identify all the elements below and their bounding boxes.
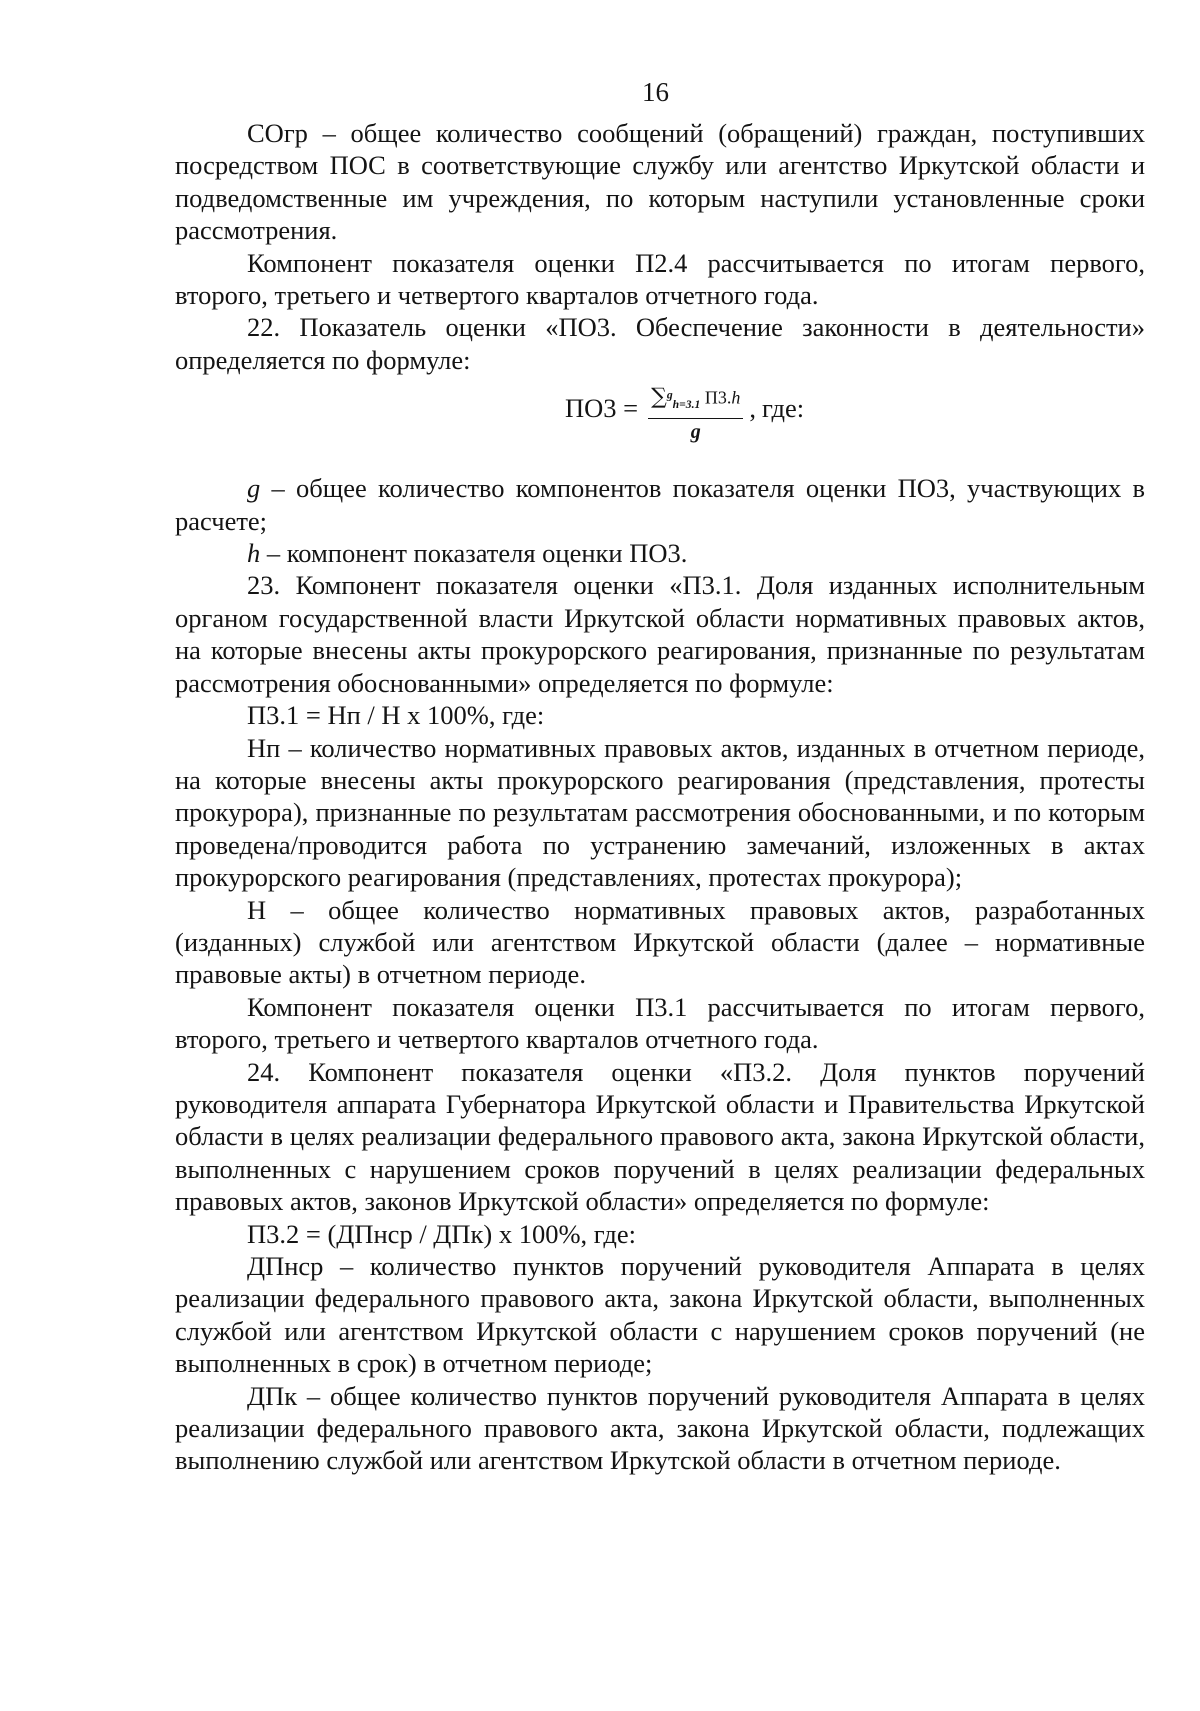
formula-po3 [565, 378, 805, 443]
paragraph-22: 22. Показатель оценки «ПО3. Обеспечение законности в деятельности» определяется по формуле: [175, 312, 1145, 375]
variable-g: g [247, 473, 261, 504]
paragraph-p24-calculation: Компонент показателя оценки П2.4 рассчитывается по итогам первого, второго, третьего и четвертого кварталов отчетного года. [175, 247, 1145, 311]
formula-po3-comma: , [749, 393, 756, 424]
formula-po3-lhs: ПО3 = [565, 393, 639, 424]
formula-p31: П3.1 = Нп / Н х 100%, где: [247, 700, 545, 731]
paragraph-p31-calculation: Компонент показателя оценки П3.1 рассчитывается по итогам первого, второго, третьего и четвертого кварталов отчетного года. [175, 991, 1145, 1055]
paragraph-dpnsr-definition: ДПнср – количество пунктов поручений руководителя Аппарата в целях реализации федерального правового акта, закона Иркутской области, выполненных службой или агентством Иркутской области с нарушением сроков поручений (не выполненных в срок) в отчетном периоде; [175, 1251, 1145, 1379]
variable-h: h [247, 538, 261, 569]
formula-po3-fraction [648, 384, 743, 444]
variable-socr: СОгр [247, 118, 308, 148]
document-body [175, 117, 1145, 1477]
paragraph-g-definition [175, 472, 1145, 537]
formula-p32: П3.2 = (ДПнср / ДПк) х 100%, где: [247, 1218, 636, 1249]
sum-symbol: ∑ [651, 384, 667, 410]
paragraph-np-definition: Нп – количество нормативных правовых актов, изданных в отчетном периоде, на которые внесены акты прокурорского реагирования (представления, протесты прокурора), признанные по результатам рассмотрения обоснованными, и по которым проведена/проводится работа по устранению замечаний, изложенных в актах прокурорского реагирования (представлениях, протестах прокурора); [175, 732, 1145, 893]
sum-upper-limit: g [666, 388, 673, 402]
sum-term-index: h [731, 387, 741, 408]
paragraph-23: 23. Компонент показателя оценки «П3.1. Доля изданных исполнительным органом государственной власти Иркутской области нормативных правовых актов, на которые внесены акты прокурорского реагирования, признанные по результатам рассмотрения обоснованными» определяется по формуле: [175, 570, 1145, 698]
paragraph-dpk-definition: ДПк – общее количество пунктов поручений руководителя Аппарата в целях реализации федерального правового акта, закона Иркутской области, подлежащих выполнению службой или агентством Иркутской области в отчетном периоде. [175, 1380, 1145, 1476]
formula-po3-where: где: [761, 393, 805, 424]
paragraph-n-definition: Н – общее количество нормативных правовых актов, разработанных (изданных) службой или агентством Иркутской области (далее – нормативные правовые акты) в отчетном периоде. [175, 894, 1145, 990]
socr-definition-text: – общее количество сообщений (обращений) граждан, поступивших посредством ПОС в соответствующие службу или агентство Иркутской области и подведомственные им учреждения, по которым наступили установленные сроки рассмотрения. [175, 118, 1145, 246]
formula-po3-numerator [648, 384, 743, 418]
page-number: 16 [642, 77, 669, 107]
h-definition-text: – компонент показателя оценки ПО3. [260, 538, 688, 569]
formula-po3-denominator: g [690, 420, 701, 443]
paragraph-socr-definition [175, 117, 1145, 247]
paragraph-h-definition [175, 537, 1145, 569]
g-definition-text: – общее количество компонентов показателя оценки ПО3, участвующих в расчете; [175, 473, 1145, 536]
sum-lower-limit: h=3.1 [672, 397, 701, 411]
formula-po3-block [175, 376, 1145, 472]
paragraph-24: 24. Компонент показателя оценки «П3.2. Доля пунктов поручений руководителя аппарата Губернатора Иркутской области и Правительства Иркутской области в целях реализации федерального правового акта, закона Иркутской области, выполненных с нарушением сроков поручений в целях реализации федеральных правовых актов, законов Иркутской области» определяется по формуле: [175, 1056, 1145, 1217]
sum-term: П3. [704, 387, 732, 408]
